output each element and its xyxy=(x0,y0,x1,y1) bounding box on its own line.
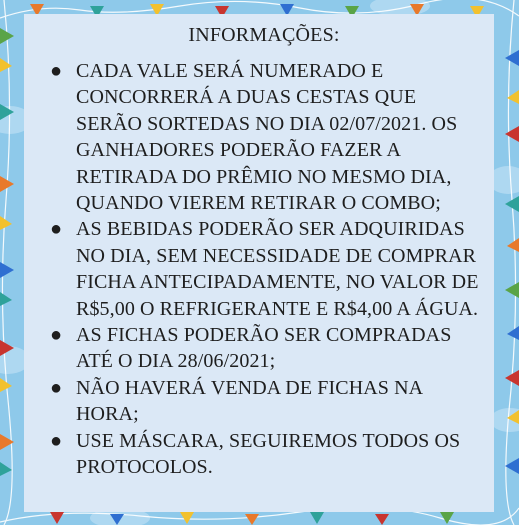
bullet-icon: ● xyxy=(50,324,63,347)
info-list xyxy=(48,58,480,481)
bullet-icon: ● xyxy=(50,429,63,452)
list-item xyxy=(48,58,480,216)
information-panel xyxy=(24,14,494,512)
list-item xyxy=(48,322,480,375)
list-item xyxy=(48,428,480,481)
list-item-text: USE MÁSCARA, SEGUIREMOS TODOS OS PROTOCOLOS. xyxy=(76,429,461,479)
list-item-text: NÃO HAVERÁ VENDA DE FICHAS NA HORA; xyxy=(76,376,423,426)
bullet-icon: ● xyxy=(50,60,63,82)
list-item-text: AS BEBIDAS PODERÃO SER ADQUIRIDAS NO DIA, SEM NECESSIDADE DE COMPRAR FICHA ANTECIPADAMENTE, NO VALOR DE R$5,00 O REFRIGERANTE E R$4,00 A ÁGUA. xyxy=(76,218,479,320)
list-item xyxy=(48,375,480,428)
bullet-icon: ● xyxy=(50,376,63,399)
list-item-text: AS FICHAS PODERÃO SER COMPRADAS ATÉ O DIA 28/06/2021; xyxy=(76,324,452,373)
bullet-icon: ● xyxy=(50,218,63,241)
list-item xyxy=(48,216,480,322)
list-item-text: CADA VALE SERÁ NUMERADO E CONCORRERÁ A DUAS CESTAS QUE SERÃO SORTEDAS NO DIA 02/07/2021. OS GANHADORES PODERÃO FAZER A RETIRADA DO PRÊMIO NO MESMO DIA, QUANDO VIEREM RETIRAR O COMBO; xyxy=(76,60,458,215)
page-title: INFORMAÇÕES: xyxy=(188,24,340,46)
